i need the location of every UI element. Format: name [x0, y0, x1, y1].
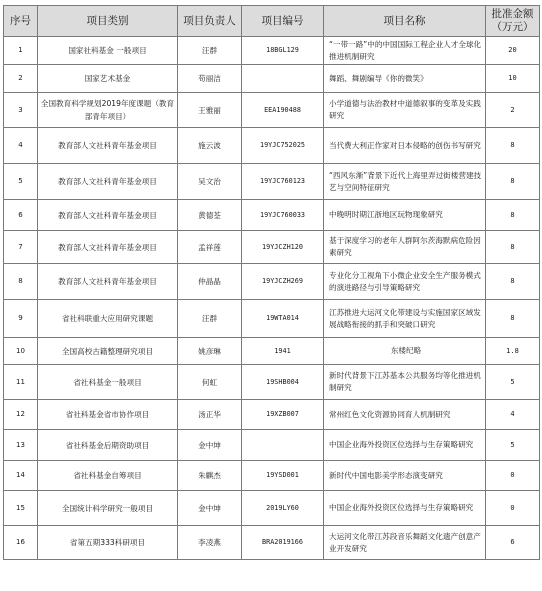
cell-seq: 1 — [4, 37, 38, 65]
table-row — [4, 65, 540, 93]
cell-leader: 金中坤 — [178, 430, 242, 461]
cell-leader: 汪群 — [178, 37, 242, 65]
table-row — [4, 128, 540, 164]
cell-code: 19YJCZH269 — [242, 264, 324, 300]
table-row — [4, 430, 540, 461]
table-body — [4, 37, 540, 560]
cell-amount: 8 — [486, 300, 540, 338]
cell-project-name: 新时代背景下江苏基本公共服务均等化推进机制研究 — [324, 365, 486, 400]
cell-code: 19YJC760033 — [242, 200, 324, 231]
cell-leader: 李凌燕 — [178, 526, 242, 560]
cell-seq: 8 — [4, 264, 38, 300]
table-row — [4, 93, 540, 128]
cell-seq: 4 — [4, 128, 38, 164]
cell-category: 全国教育科学规划2019年度课题（教育部青年项目） — [38, 93, 178, 128]
cell-seq: 6 — [4, 200, 38, 231]
cell-project-name: 中国企业海外投资区位选择与生存策略研究 — [324, 491, 486, 526]
cell-amount: 8 — [486, 128, 540, 164]
cell-amount: 10 — [486, 65, 540, 93]
cell-category: 国家社科基金 一般项目 — [38, 37, 178, 65]
cell-leader: 朱麒杰 — [178, 461, 242, 491]
cell-leader: 汤正华 — [178, 400, 242, 430]
header-code: 项目编号 — [242, 6, 324, 37]
cell-category: 省社科基金一般项目 — [38, 365, 178, 400]
cell-code: 19YSD001 — [242, 461, 324, 491]
cell-amount: 2 — [486, 93, 540, 128]
cell-project-name: 新时代中国电影美学形态演变研究 — [324, 461, 486, 491]
cell-leader: 王雅丽 — [178, 93, 242, 128]
table-row — [4, 164, 540, 200]
cell-category: 教育部人文社科青年基金项目 — [38, 231, 178, 264]
cell-code: 19YJCZH120 — [242, 231, 324, 264]
table-row — [4, 491, 540, 526]
cell-project-name: “一带一路”中的中国国际工程企业人才全球化推进机制研究 — [324, 37, 486, 65]
cell-code: 1941 — [242, 338, 324, 365]
header-seq: 序号 — [4, 6, 38, 37]
header-amount: 批准金额（万元） — [486, 6, 540, 37]
cell-project-name: 专业化分工视角下小微企业安全生产服务模式的演进路径与引导策略研究 — [324, 264, 486, 300]
cell-project-name: 中国企业海外投资区位选择与生存策略研究 — [324, 430, 486, 461]
cell-seq: 9 — [4, 300, 38, 338]
cell-seq: 2 — [4, 65, 38, 93]
table-row — [4, 231, 540, 264]
table-row — [4, 200, 540, 231]
cell-category: 省社科基金后期资助项目 — [38, 430, 178, 461]
cell-seq: 11 — [4, 365, 38, 400]
cell-code: 19WTA014 — [242, 300, 324, 338]
cell-category: 国家艺术基金 — [38, 65, 178, 93]
cell-project-name: 舞蹈、舞剧编导《你的微笑》 — [324, 65, 486, 93]
cell-seq: 3 — [4, 93, 38, 128]
cell-project-name: 江苏推进大运河文化带建设与实施国家区域发展战略衔接的抓手和突破口研究 — [324, 300, 486, 338]
cell-leader: 姚彦琳 — [178, 338, 242, 365]
table-header-row — [4, 6, 540, 37]
cell-category: 省社科基金省市协作项目 — [38, 400, 178, 430]
cell-amount: 8 — [486, 164, 540, 200]
cell-code: 19SHB004 — [242, 365, 324, 400]
cell-leader: 仲晶晶 — [178, 264, 242, 300]
cell-leader: 何虹 — [178, 365, 242, 400]
cell-leader: 苟丽洁 — [178, 65, 242, 93]
cell-code: 2019LY60 — [242, 491, 324, 526]
cell-project-name: 基于深度学习的老年人群阿尔茨海默病危险因素研究 — [324, 231, 486, 264]
table-row — [4, 526, 540, 560]
cell-category: 教育部人文社科青年基金项目 — [38, 164, 178, 200]
table-row — [4, 365, 540, 400]
header-name: 项目名称 — [324, 6, 486, 37]
cell-project-name: 常州红色文化资源协同育人机制研究 — [324, 400, 486, 430]
cell-code — [242, 65, 324, 93]
cell-seq: 15 — [4, 491, 38, 526]
cell-project-name: 大运河文化带江苏段音乐舞蹈文化遗产创意产业开发研究 — [324, 526, 486, 560]
cell-code: 19XZB007 — [242, 400, 324, 430]
cell-seq: 5 — [4, 164, 38, 200]
cell-amount: 0 — [486, 461, 540, 491]
cell-leader: 吴文治 — [178, 164, 242, 200]
cell-code: 19YJC752025 — [242, 128, 324, 164]
cell-code: 18BGL129 — [242, 37, 324, 65]
cell-code: 19YJC760123 — [242, 164, 324, 200]
table-row — [4, 400, 540, 430]
cell-seq: 12 — [4, 400, 38, 430]
table-row — [4, 300, 540, 338]
cell-seq: 13 — [4, 430, 38, 461]
table-row — [4, 338, 540, 365]
cell-category: 教育部人文社科青年基金项目 — [38, 200, 178, 231]
header-leader: 项目负责人 — [178, 6, 242, 37]
cell-amount: 1.8 — [486, 338, 540, 365]
table-row — [4, 264, 540, 300]
cell-project-name: 当代费大利正作家对日本侵略的创伤书写研究 — [324, 128, 486, 164]
cell-project-name: “西风东渐”背景下近代上海里弄过街楼营建技艺与空间特征研究 — [324, 164, 486, 200]
project-table — [3, 5, 540, 560]
cell-amount: 20 — [486, 37, 540, 65]
cell-amount: 6 — [486, 526, 540, 560]
cell-code — [242, 430, 324, 461]
table-row — [4, 37, 540, 65]
cell-category: 省社科联重大应用研究课题 — [38, 300, 178, 338]
cell-project-name: 中晚明时期江浙地区玩物现象研究 — [324, 200, 486, 231]
cell-amount: 5 — [486, 430, 540, 461]
cell-category: 教育部人文社科青年基金项目 — [38, 128, 178, 164]
cell-code: EEA190488 — [242, 93, 324, 128]
cell-seq: 16 — [4, 526, 38, 560]
cell-seq: 10 — [4, 338, 38, 365]
cell-amount: 8 — [486, 231, 540, 264]
cell-seq: 14 — [4, 461, 38, 491]
table-row — [4, 461, 540, 491]
cell-amount: 8 — [486, 264, 540, 300]
cell-category: 全国统计科学研究一般项目 — [38, 491, 178, 526]
cell-leader: 孟祥莲 — [178, 231, 242, 264]
cell-category: 教育部人文社科青年基金项目 — [38, 264, 178, 300]
cell-category: 省社科基金自筹项目 — [38, 461, 178, 491]
cell-leader: 汪群 — [178, 300, 242, 338]
cell-code: BRA2019166 — [242, 526, 324, 560]
cell-category: 省第五期333科研项目 — [38, 526, 178, 560]
cell-seq: 7 — [4, 231, 38, 264]
cell-leader: 金中坤 — [178, 491, 242, 526]
cell-amount: 8 — [486, 200, 540, 231]
cell-project-name: 小学道德与法治教材中道德叙事的变革及实践研究 — [324, 93, 486, 128]
cell-amount: 0 — [486, 491, 540, 526]
cell-category: 全国高校古籍整理研究项目 — [38, 338, 178, 365]
cell-amount: 4 — [486, 400, 540, 430]
cell-amount: 5 — [486, 365, 540, 400]
cell-leader: 黄德荃 — [178, 200, 242, 231]
cell-leader: 施云波 — [178, 128, 242, 164]
header-category: 项目类别 — [38, 6, 178, 37]
cell-project-name: 东楼纪略 — [324, 338, 486, 365]
